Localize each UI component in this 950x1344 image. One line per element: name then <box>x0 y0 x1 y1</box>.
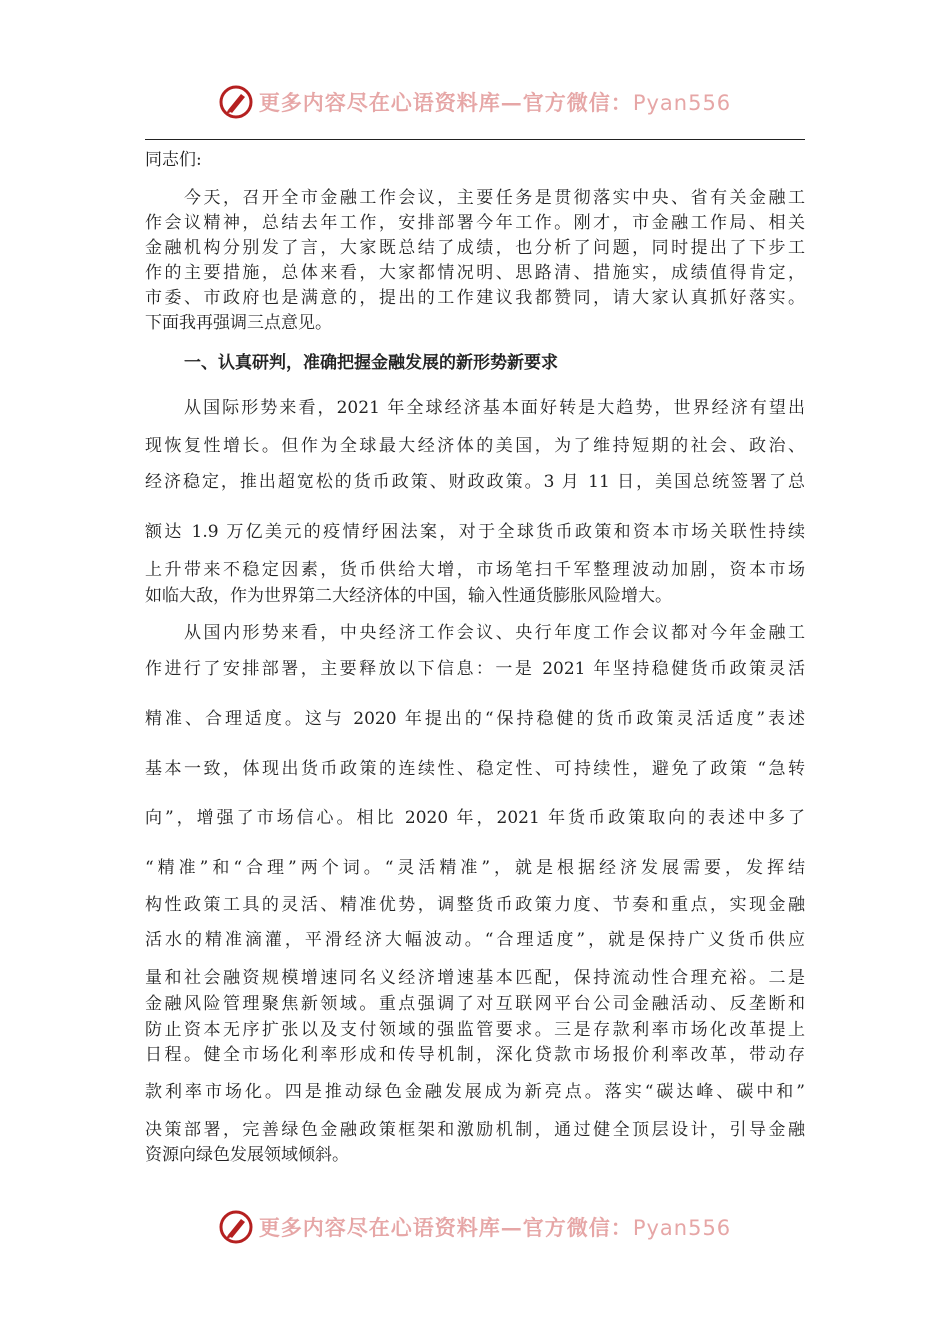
paragraph-line: 构性政策工具的灵活、精准优势，调整货币政策力度、节奏和重点，实现金融 <box>145 895 805 915</box>
wechat-id: Pyan556 <box>632 1216 732 1240</box>
paragraph-line: 基本一致，体现出货币政策的连续性、稳定性、可持续性，避免了政策 “急转 <box>145 759 805 779</box>
paragraph-line: 量和社会融资规模增速同名义经济增速基本匹配，保持流动性合理充裕。二是 <box>145 968 805 988</box>
paragraph-line: 作会议精神，总结去年工作，安排部署今年工作。刚才，市金融工作局、相关 <box>145 213 805 233</box>
pen-logo-icon <box>219 85 253 119</box>
paragraph-line: 作的主要措施，总体来看，大家都情况明、思路清、措施实，成绩值得肯定， <box>145 263 805 283</box>
paragraph-line: 日程。健全市场化利率形成和传导机制，深化贷款市场报价利率改革，带动存 <box>145 1045 805 1065</box>
paragraph-line: 从国际形势来看，2021 年全球经济基本面好转是大趋势，世界经济有望出 <box>184 398 805 418</box>
paragraph-line: 如临大敌，作为世界第二大经济体的中国，输入性通货膨胀风险增大。 <box>145 586 672 606</box>
paragraph-line: 精准、合理适度。这与 2020 年提出的“保持稳健的货币政策灵活适度”表述 <box>145 709 805 729</box>
header-banner <box>0 80 950 124</box>
paragraph-line: 作进行了安排部署，主要释放以下信息：一是 2021 年坚持稳健货币政策灵活 <box>145 659 805 679</box>
banner-text: 更多内容尽在心语资料库—官方微信：Pyan556 <box>258 90 732 115</box>
paragraph-line: 今天，召开全市金融工作会议，主要任务是贯彻落实中央、省有关金融工 <box>184 188 805 208</box>
paragraph-line: 下面我再强调三点意见。 <box>145 313 332 333</box>
footer-banner <box>0 1205 950 1249</box>
paragraph-line: 经济稳定，推出超宽松的货币政策、财政政策。3 月 11 日，美国总统签署了总 <box>145 472 805 492</box>
paragraph-line: 上升带来不稳定因素，货币供给大增，市场笔扫千军整理波动加剧，资本市场 <box>145 560 805 580</box>
paragraph-line: 活水的精准滴灌，平滑经济大幅波动。“合理适度”，就是保持广义货币供应 <box>145 930 805 950</box>
banner-text: 更多内容尽在心语资料库—官方微信：Pyan556 <box>258 1215 732 1240</box>
paragraph-line: 决策部署，完善绿色金融政策框架和激励机制，通过健全顶层设计，引导金融 <box>145 1120 805 1140</box>
header-rule <box>145 139 805 140</box>
paragraph-line: 防止资本无序扩张以及支付领域的强监管要求。三是存款利率市场化改革提上 <box>145 1020 805 1040</box>
paragraph-line: 从国内形势来看，中央经济工作会议、央行年度工作会议都对今年金融工 <box>184 623 805 643</box>
paragraph-line: 款利率市场化。四是推动绿色金融发展成为新亮点。落实“碳达峰、碳中和” <box>145 1082 805 1102</box>
paragraph-line: 金融风险管理聚焦新领域。重点强调了对互联网平台公司金融活动、反垄断和 <box>145 994 805 1014</box>
wechat-id: Pyan556 <box>632 91 732 115</box>
paragraph-line: 市委、市政府也是满意的，提出的工作建议我都赞同，请大家认真抓好落实。 <box>145 288 805 308</box>
paragraph-line: 资源向绿色发展领域倾斜。 <box>145 1145 349 1165</box>
paragraph-line: 向”，增强了市场信心。相比 2020 年，2021 年货币政策取向的表述中多了 <box>145 808 805 828</box>
paragraph-line: 现恢复性增长。但作为全球最大经济体的美国，为了维持短期的社会、政治、 <box>145 436 805 456</box>
pen-logo-icon <box>219 1210 253 1244</box>
paragraph-line: “精准”和“合理”两个词。“灵活精准”，就是根据经济发展需要，发挥结 <box>145 858 805 878</box>
section-heading: 一、认真研判，准确把握金融发展的新形势新要求 <box>184 353 558 373</box>
paragraph-line: 额达 1.9 万亿美元的疫情纾困法案，对于全球货币政策和资本市场关联性持续 <box>145 522 805 542</box>
greeting: 同志们: <box>145 150 202 170</box>
paragraph-line: 金融机构分别发了言，大家既总结了成绩，也分析了问题，同时提出了下步工 <box>145 238 805 258</box>
